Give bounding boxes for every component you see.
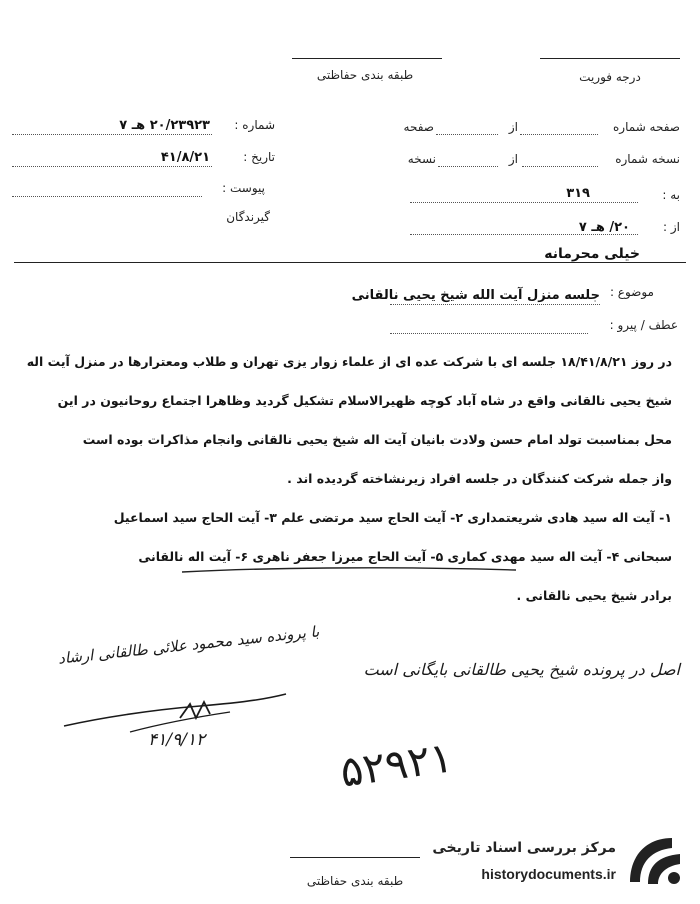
attachment-dots xyxy=(12,196,202,197)
handwritten-underline xyxy=(180,562,520,576)
attachment-label: پیوست : xyxy=(222,181,265,195)
signature-date: ۴۱/۹/۱۲ xyxy=(148,730,206,750)
number-dots xyxy=(12,134,212,135)
number-label: شماره : xyxy=(234,118,275,132)
date-value: ۴۱/۸/۲۱ xyxy=(160,150,210,165)
secret-stamp: خیلی محرمانه xyxy=(544,246,640,262)
to-dots xyxy=(410,202,638,203)
copy-number-dots xyxy=(522,166,598,167)
header-divider xyxy=(14,262,686,263)
body-line-5: ۱- آیت اله سید هادی شریعتمداری ۲- آیت الحاج سید مرتضی علم ۳- آیت الحاج سید اسماعیل xyxy=(113,510,672,525)
body-line-2: شیخ یحیی نالقانی واقع در شاه آباد کوچه ظهیرالاسلام تشکیل گردید وظاهرا اجتماع روحانیون در این xyxy=(57,393,672,408)
handwritten-number: ۵۲۹۲۱ xyxy=(337,732,456,797)
copy-of-label: از xyxy=(508,152,518,166)
footer-rule xyxy=(290,857,420,858)
watermark-logo-icon xyxy=(624,832,686,890)
body-line-1: در روز ۱۸/۴۱/۸/۲۱ جلسه ای با شرکت عده ای از علماء زوار یزی تهران و طلاب ومعترارها در منزل آیت اله xyxy=(26,354,672,369)
reference-label: عطف / پیرو : xyxy=(609,318,678,332)
watermark xyxy=(420,828,692,894)
to-value: ۳۱۹ xyxy=(566,186,590,201)
date-dots xyxy=(12,166,212,167)
from-label: از : xyxy=(663,220,680,234)
subject-dots xyxy=(390,304,600,305)
reference-dots xyxy=(390,333,588,334)
body-line-6: سبحانی ۴- آیت اله سید مهدی کماری ۵- آیت الحاج میرزا جعفر ناهری ۶- آیت اله نالقانی xyxy=(138,549,672,564)
subject-value: جلسه منزل آیت الله شیخ یحیی نالقانی xyxy=(351,288,600,303)
date-label: تاریخ : xyxy=(243,150,275,164)
body-line-7: برادر شیخ یحیی نالقانی . xyxy=(516,588,672,603)
page-of-label: از xyxy=(508,120,518,134)
header-rule-priority xyxy=(540,58,680,59)
page-of-dots xyxy=(436,134,498,135)
header-rule-classification xyxy=(292,58,442,59)
priority-label: درجه فوریت xyxy=(579,70,641,84)
classification-label: طبقه بندی حفاظتی xyxy=(316,68,414,82)
footer-classification-label: طبقه بندی حفاظتی xyxy=(306,874,404,888)
body-line-4: واز جمله شرکت کنندگان در جلسه افراد زیرنشاخته گردیده اند . xyxy=(287,471,672,486)
handwritten-note-left: با پرونده سید محمود علائی طالقانی ارشاد xyxy=(57,622,321,668)
recipients-label: گیرندگان xyxy=(226,210,270,224)
number-value: ۲۰/۲۳۹۲۳ هـ ۷ xyxy=(119,118,210,133)
page-number-dots xyxy=(520,134,598,135)
handwritten-note-right: اصل در پرونده شیخ یحیی طالقانی بایگانی است xyxy=(363,660,680,679)
page-number-label: صفحه شماره xyxy=(613,120,680,134)
copy-of-dots xyxy=(438,166,498,167)
body-line-3: محل بمناسبت تولد امام حسن ولادت بانیان آیت اله شیخ یحیی نالقانی وانجام مذاکرات بوده است xyxy=(82,432,672,447)
copy-number-label: نسخه شماره xyxy=(615,152,680,166)
to-label: به : xyxy=(662,188,680,202)
subject-label: موضوع : xyxy=(609,285,654,299)
page-word-label: صفحه xyxy=(403,120,434,134)
watermark-title: مرکز بررسی اسناد تاریخی xyxy=(432,840,616,856)
from-value: ۲۰/ هـ ۷ xyxy=(578,220,630,235)
watermark-url: historydocuments.ir xyxy=(481,866,616,882)
copy-word-label: نسخه xyxy=(407,152,436,166)
